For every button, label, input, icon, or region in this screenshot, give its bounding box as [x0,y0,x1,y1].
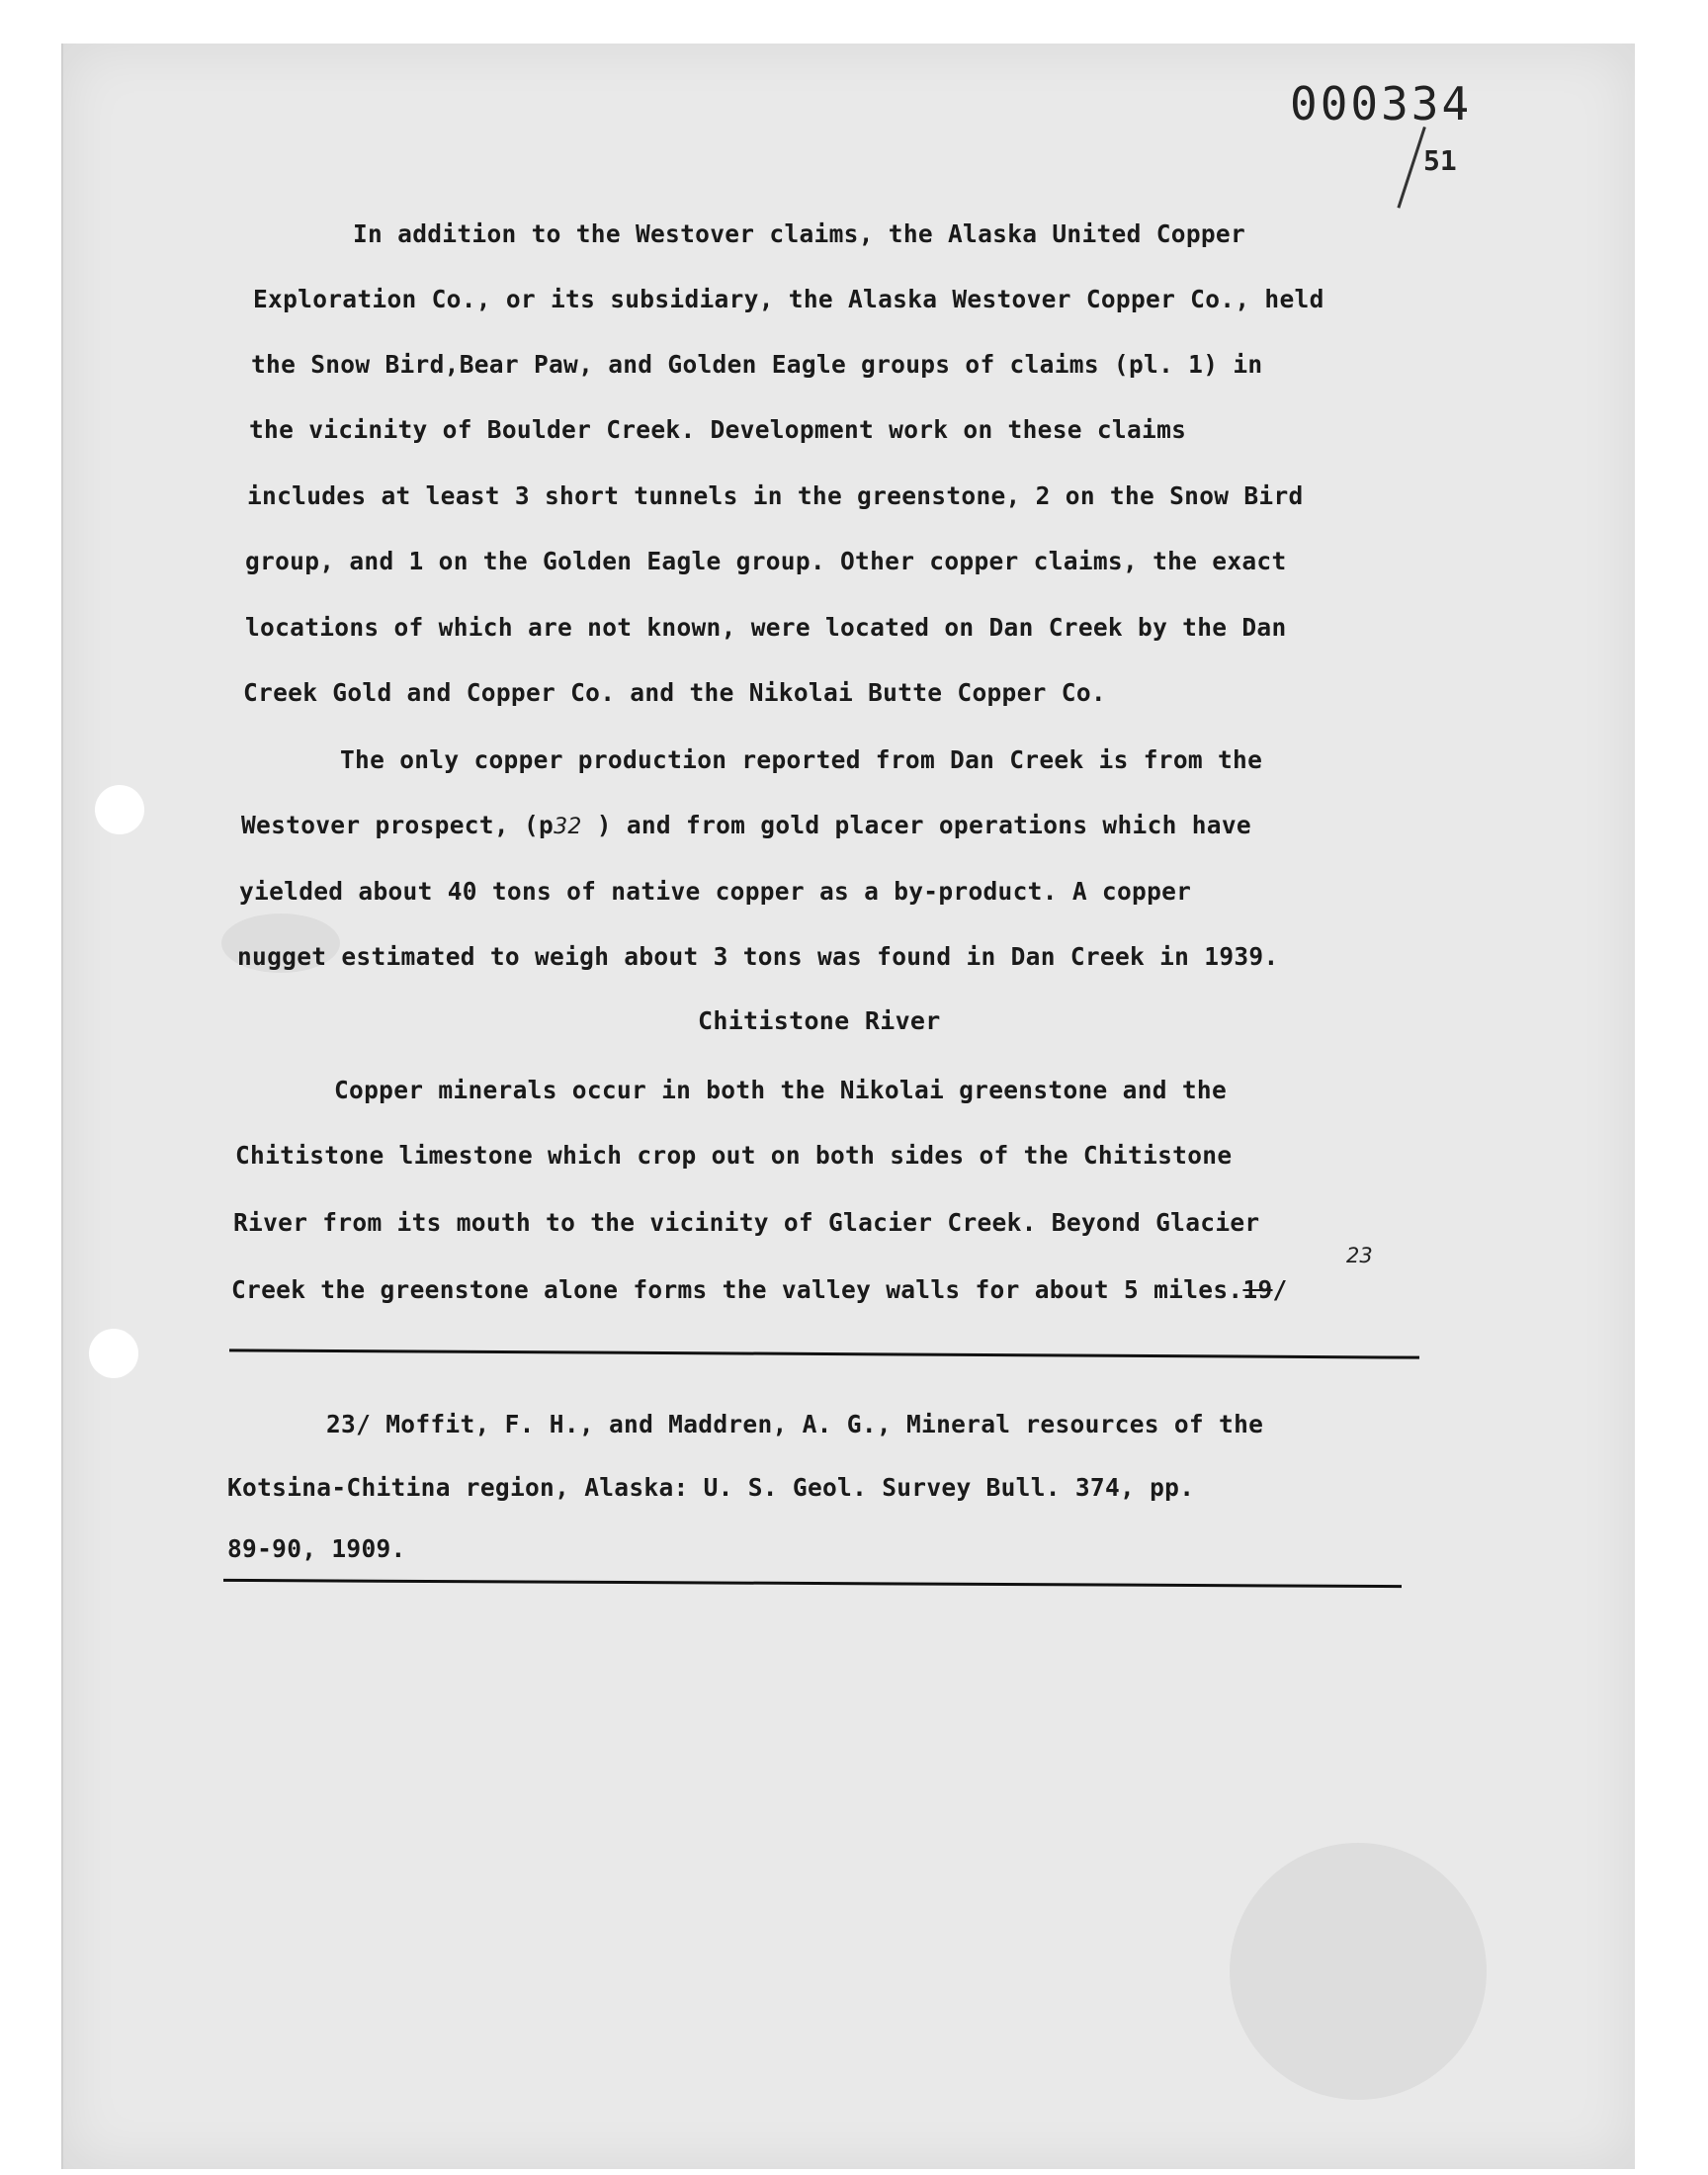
footnote-line: 89-90, 1909. [227,1534,406,1563]
footnote-marker: 23/ [326,1410,372,1438]
footnote-line [326,1410,1263,1438]
text-segment: Westover prospect, (p [241,811,555,839]
text-line: locations of which are not known, were located on Dan Creek by the Dan [245,613,1287,642]
page-number: 51 [1423,144,1457,177]
punch-hole-top [95,785,144,834]
text-line: the Snow Bird,Bear Paw, and Golden Eagle groups of claims (pl. 1) in [251,350,1263,379]
footnote-text: Moffit, F. H., and Maddren, A. G., Mineral resources of the [385,1410,1264,1438]
handwritten-page-reference: 32 [554,815,582,839]
text-line: the vicinity of Boulder Creek. Development work on these claims [249,415,1187,444]
footnote-line: Kotsina-Chitina region, Alaska: U. S. Geol. Survey Bull. 374, pp. [227,1473,1195,1502]
text-line: Exploration Co., or its subsidiary, the Alaska Westover Copper Co., held [253,285,1324,313]
text-line: River from its mouth to the vicinity of Glacier Creek. Beyond Glacier [233,1208,1260,1237]
text-line: group, and 1 on the Golden Eagle group. Other copper claims, the exact [245,547,1287,575]
text-line: includes at least 3 short tunnels in the greenstone, 2 on the Snow Bird [247,481,1304,510]
text-line: yielded about 40 tons of native copper as a by-product. A copper [239,877,1192,906]
text-line: In addition to the Westover claims, the Alaska United Copper [353,219,1246,248]
footnote-ref-struck: 19 [1242,1275,1273,1304]
punch-hole-bottom [89,1329,138,1378]
text-line-with-footnote-ref [231,1275,1288,1304]
text-line-with-annotation [241,811,1251,839]
handwritten-footnote-number: 23 [1346,1244,1373,1267]
text-line: nugget estimated to weigh about 3 tons was found in Dan Creek in 1939. [237,942,1279,971]
text-segment: Creek the greenstone alone forms the valley walls for about 5 miles. [231,1275,1243,1304]
text-line: Copper minerals occur in both the Nikolai greenstone and the [334,1076,1228,1104]
text-line: Creek Gold and Copper Co. and the Nikolai Butte Copper Co. [243,678,1106,707]
section-heading: Chitistone River [698,1006,941,1035]
footnote-ref-slash: / [1272,1275,1288,1304]
text-line: The only copper production reported from Dan Creek is from the [340,745,1263,774]
scan-smudge [1230,1843,1487,2100]
document-number: 000334 [1290,77,1473,130]
text-segment: ) and from gold placer operations which have [581,811,1251,839]
text-line: Chitistone limestone which crop out on both sides of the Chitistone [235,1141,1233,1170]
